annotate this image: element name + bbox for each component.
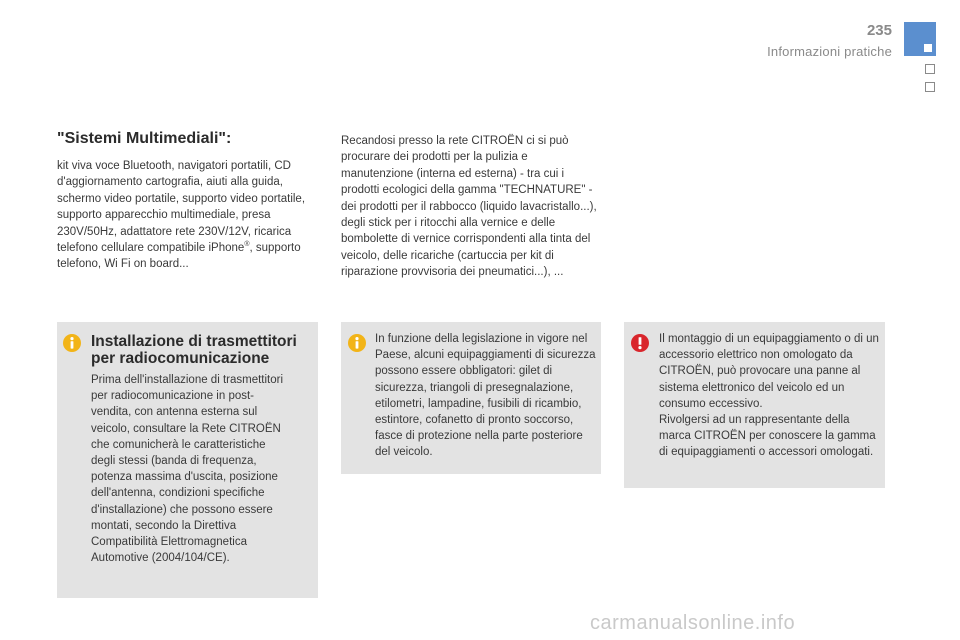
radio-transmitters-text: Prima dell'installazione di trasmettitori per radiocomunicazione in post-vendita, con antenna esterna sul veicolo, consultare la Rete CITROËN che comunicherà le caratteristiche degli stessi (banda di frequenza, potenza massima d'uscita, posizione dell'antenna, condizioni specifiche d'installazione) che possono essere montati, secondo la Direttiva Compatibilità Elettromagnetica Automotive (2004/104/CE). [91, 374, 284, 565]
cleaning-products-text: Recandosi presso la rete CITROËN ci si può procurare dei prodotti per la pulizia e manutenzione (interna ed esterna) - tra cui i prodotti ecologici della gamma "TECHNATURE" - dei prodotti per il rabbocco (liquido lavacristallo...), degli stick per i ritocchi alla vernice e delle bombolette di vernice corrispondenti alla tinta del veicolo, delle ricariche (cartuccia per kit di riparazione provvisoria dei pneumatici...), ... [341, 135, 597, 279]
safety-equipment-text: In funzione della legislazione in vigore nel Paese, alcuni equipaggiamenti di sicurezza possono essere obbligatori: gilet di sicurezza, triangoli di presegnalazione, etilometri, lampadine, fusibili di ricambio, estintore, cofanetto di pronto soccorso, fasce di protezione nella parte posteriore del veicolo. [375, 333, 596, 459]
warning-paragraph-1: Il montaggio di un equipaggiamento o di un accessorio elettrico non omologato da CITROËN, può provocare una panne al sistema elettronico del veicolo ed un consumo eccessivo. [659, 333, 879, 410]
warning-paragraph-2: Rivolgersi ad un rappresentante della marca CITROËN per conoscere la gamma di equipaggiamenti o accessori omologati. [659, 414, 876, 459]
multimedia-text: kit viva voce Bluetooth, navigatori portatili, CD d'aggiornamento cartografia, aiuti alla guida, schermo video portatile, supporto video portatile, supporto apparecchio multimediale, presa 230V/50Hz, adattatore rete 230V/12V, ricarica telefono cellulare compatibile iPhone®, supporto telefono, Wi Fi on board... [57, 160, 306, 271]
registered-mark: ® [244, 241, 250, 249]
chapter-tab[interactable] [925, 64, 935, 74]
accessories-warning-text [659, 331, 883, 461]
chapter-tab[interactable] [925, 82, 935, 92]
page-number: 235 [866, 22, 892, 39]
tab-marker-icon [924, 44, 932, 52]
watermark: carmanualsonline.info [590, 612, 796, 634]
section-title: Informazioni pratiche [767, 44, 892, 59]
multimedia-heading: "Sistemi Multimediali": [57, 130, 232, 147]
info-icon [348, 334, 366, 352]
radio-transmitters-box [57, 322, 318, 598]
chapter-tab-active[interactable] [904, 22, 936, 56]
accessories-warning-box [624, 322, 885, 488]
radio-transmitters-title: Installazione di trasmettitori per radiocomunicazione [91, 333, 297, 367]
info-icon [63, 334, 81, 352]
warning-icon [631, 334, 649, 352]
safety-equipment-box [341, 322, 601, 474]
